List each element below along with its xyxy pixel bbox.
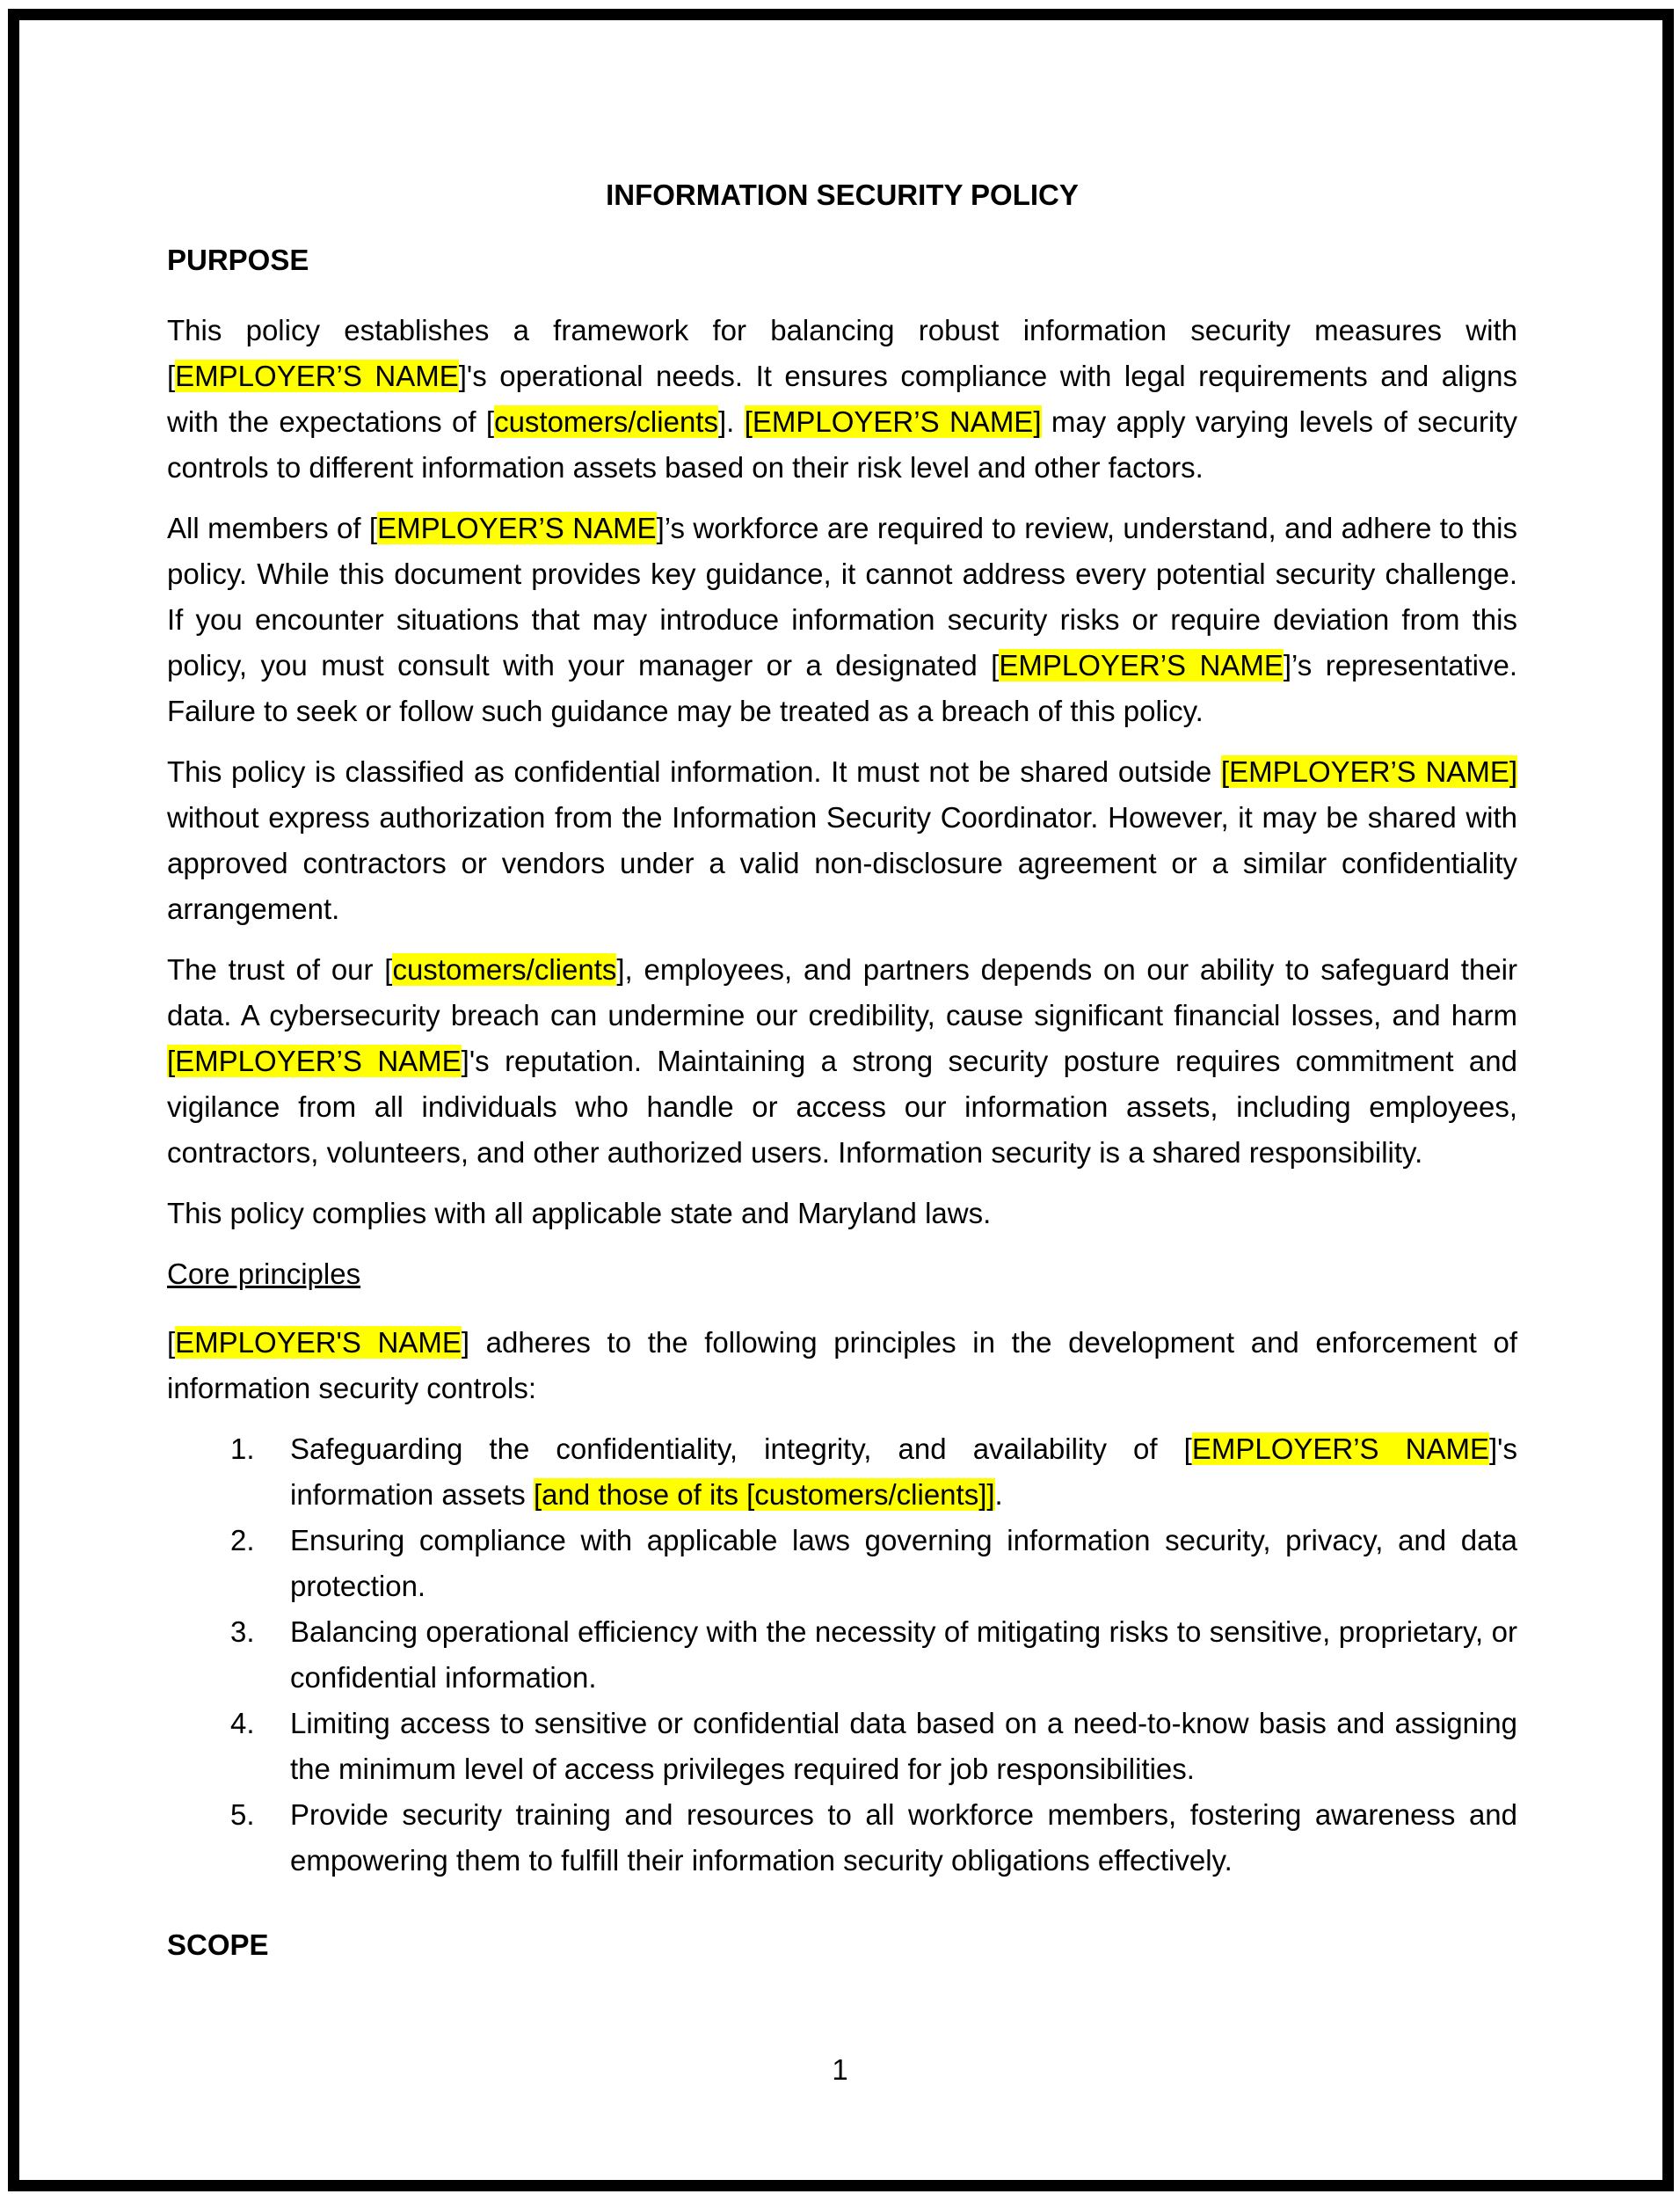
text-segment: ]. bbox=[717, 405, 745, 438]
purpose-paragraph-2 bbox=[167, 506, 1517, 734]
text-segment: ]'s reputation. Maintaining a strong security posture requires commitment and vigilance from all individuals who handle or access our information assets, including employees, contractors, volunteers, and other authorized users. Information security is a shared responsibility. bbox=[167, 1045, 1517, 1169]
document-content bbox=[167, 172, 1517, 1968]
text-segment: ]’s workforce are required to review, understand, and adhere to this policy. While this document provides key guidance, it cannot address every potential security challenge. If you encounter situations that may introduce information security risks or require deviation from this policy, you must consult with your manager or a designated [ bbox=[167, 512, 1517, 682]
text-segment: This policy establishes a framework for balancing robust information security measures with [ bbox=[167, 314, 1517, 392]
list-item bbox=[167, 1792, 1517, 1884]
list-item bbox=[167, 1518, 1517, 1609]
highlighted-placeholder: EMPLOYER'S NAME bbox=[175, 1326, 462, 1359]
highlighted-placeholder: [EMPLOYER’S NAME] bbox=[744, 405, 1042, 438]
list-item-number: 2. bbox=[230, 1524, 255, 1556]
highlighted-placeholder: EMPLOYER’S NAME bbox=[377, 512, 657, 544]
purpose-heading: PURPOSE bbox=[167, 244, 309, 276]
list-item-number: 5. bbox=[230, 1798, 255, 1831]
highlighted-placeholder: EMPLOYER’S NAME bbox=[1191, 1432, 1490, 1465]
text-segment: may apply varying levels of security controls to different information assets based on their risk level and other factors. bbox=[167, 405, 1517, 484]
list-item-text bbox=[290, 1432, 1517, 1511]
text-segment: This policy is classified as confidential information. It must not be shared outside bbox=[167, 755, 1221, 788]
text-segment: without express authorization from the Information Security Coordinator. However, it may be shared with approved contractors or vendors under a valid non-disclosure agreement or a similar confidentiality arrangement. bbox=[167, 801, 1517, 925]
core-principles-heading: Core principles bbox=[167, 1257, 361, 1290]
text-segment: All members of [ bbox=[167, 512, 378, 544]
list-item-text bbox=[290, 1707, 1517, 1785]
purpose-paragraph-1 bbox=[167, 308, 1517, 491]
text-segment: ] adheres to the following principles in the development and enforcement of information security controls: bbox=[167, 1326, 1517, 1404]
page-number: 1 bbox=[832, 2053, 848, 2086]
text-segment: ], employees, and partners depends on our ability to safeguard their data. A cybersecurity breach can undermine our credibility, cause significant financial losses, and harm bbox=[167, 953, 1517, 1031]
text-segment: Balancing operational efficiency with the necessity of mitigating risks to sensitive, proprietary, or confidential information. bbox=[290, 1615, 1517, 1694]
text-segment: Safeguarding the confidentiality, integrity, and availability of [ bbox=[290, 1432, 1192, 1465]
document-title: INFORMATION SECURITY POLICY bbox=[606, 179, 1079, 211]
confidentiality-paragraph bbox=[167, 749, 1517, 932]
text-segment: The trust of our [ bbox=[167, 953, 393, 986]
text-segment: ]'s information assets bbox=[290, 1432, 1517, 1511]
list-item-number: 1. bbox=[230, 1432, 255, 1465]
list-item bbox=[167, 1701, 1517, 1792]
highlighted-placeholder: [and those of its [customers/clients]] bbox=[533, 1478, 995, 1511]
core-principles-list bbox=[167, 1426, 1517, 1884]
list-item-text bbox=[290, 1615, 1517, 1694]
highlighted-placeholder: EMPLOYER’S NAME bbox=[999, 649, 1284, 682]
highlighted-placeholder: customers/clients bbox=[392, 953, 617, 986]
highlighted-placeholder: [EMPLOYER’S NAME] bbox=[1220, 755, 1517, 788]
highlighted-placeholder: customers/clients bbox=[494, 405, 718, 438]
list-item bbox=[167, 1609, 1517, 1701]
text-segment: ]’s representative. Failure to seek or follow such guidance may be treated as a breach of this policy. bbox=[167, 649, 1517, 727]
adheres-paragraph bbox=[167, 1320, 1517, 1411]
list-item-text bbox=[290, 1798, 1517, 1877]
list-item bbox=[167, 1426, 1517, 1518]
compliance-paragraph bbox=[167, 1191, 1517, 1236]
text-segment: [ bbox=[167, 1326, 176, 1359]
list-item-number: 4. bbox=[230, 1707, 255, 1739]
text-segment: Limiting access to sensitive or confidential data based on a need-to-know basis and assigning the minimum level of access privileges required for job responsibilities. bbox=[290, 1707, 1517, 1785]
text-segment: ]'s operational needs. It ensures compliance with legal requirements and aligns with the expectations of [ bbox=[167, 360, 1517, 438]
scope-heading: SCOPE bbox=[167, 1928, 269, 1961]
list-item-text bbox=[290, 1524, 1517, 1602]
trust-paragraph bbox=[167, 947, 1517, 1176]
list-item-number: 3. bbox=[230, 1615, 255, 1648]
text-segment: Ensuring compliance with applicable laws governing information security, privacy, and data protection. bbox=[290, 1524, 1517, 1602]
text-segment: This policy complies with all applicable state and Maryland laws. bbox=[167, 1197, 992, 1229]
highlighted-placeholder: EMPLOYER’S NAME bbox=[175, 360, 459, 392]
text-segment: Provide security training and resources to all workforce members, fostering awareness and empowering them to fulfill their information security obligations effectively. bbox=[290, 1798, 1517, 1877]
text-segment: . bbox=[994, 1478, 1003, 1511]
highlighted-placeholder: [EMPLOYER’S NAME bbox=[167, 1045, 462, 1077]
